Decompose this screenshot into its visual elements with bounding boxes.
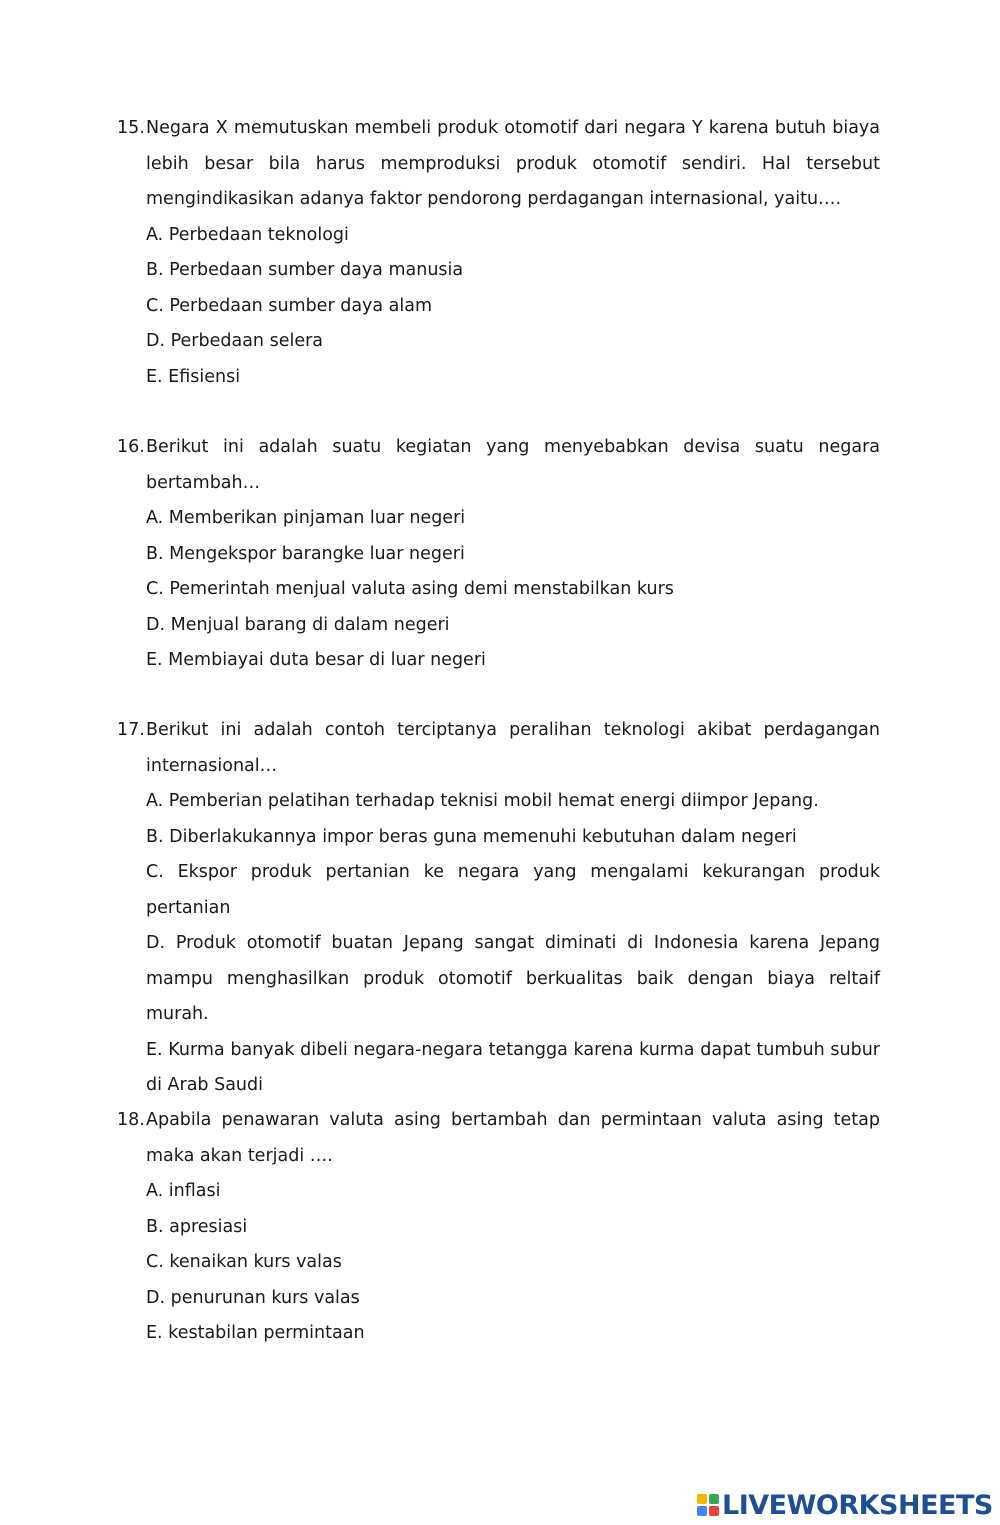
mark-square	[697, 1494, 707, 1504]
answer-option-a[interactable]: A. Memberikan pinjaman luar negeri	[146, 508, 466, 528]
answer-option-b[interactable]: B. Diberlakukannya impor beras guna memenuhi kebutuhan dalam negeri	[146, 826, 797, 847]
question-18	[117, 1103, 880, 1352]
answer-option-e[interactable]: E. Efisiensi	[146, 366, 241, 387]
answer-option-e[interactable]: E. Membiayai duta besar di luar negeri	[146, 650, 486, 670]
answer-option-a[interactable]: A. inflasi	[146, 1181, 221, 1201]
answer-option-d[interactable]: D. Perbedaan selera	[146, 331, 324, 351]
answer-option-b[interactable]: B. apresiasi	[146, 1216, 248, 1237]
question-17	[117, 713, 880, 1104]
answer-option-a[interactable]: A. Perbedaan teknologi	[146, 224, 349, 245]
question-text: Berikut ini adalah contoh terciptanya peralihan teknologi akibat perdagangan internasional…	[146, 720, 880, 776]
question-text: Negara X memutuskan membeli produk otomotif dari negara Y karena butuh biaya lebih besar bila harus memproduksi produk otomotif sendiri. Hal tersebut mengindikasikan adanya faktor pendorong perdagangan internasional, yaitu….	[146, 118, 880, 209]
answer-option-b[interactable]: B. Mengekspor barangke luar negeri	[146, 543, 465, 564]
question-number: 18.	[117, 1110, 145, 1130]
answer-options	[146, 218, 880, 396]
mark-square	[697, 1506, 707, 1516]
answer-option-d[interactable]: D. penurunan kurs valas	[146, 1287, 360, 1308]
logo-text: LIVEWORKSHEETS	[722, 1489, 993, 1521]
question-text: Apabila penawaran valuta asing bertambah dan permintaan valuta asing tetap maka akan terjadi ….	[146, 1110, 880, 1166]
answer-option-e[interactable]: E. Kurma banyak dibeli negara-negara tetangga karena kurma dapat tumbuh subur di Arab Saudi	[146, 1039, 880, 1095]
answer-option-c[interactable]: C. Pemerintah menjual valuta asing demi menstabilkan kurs	[146, 579, 674, 599]
question-number: 17.	[117, 720, 145, 740]
answer-option-b[interactable]: B. Perbedaan sumber daya manusia	[146, 260, 464, 280]
answer-option-a[interactable]: A. Pemberian pelatihan terhadap teknisi mobil hemat energi diimpor Jepang.	[146, 791, 819, 811]
answer-option-e[interactable]: E. kestabilan permintaan	[146, 1323, 365, 1343]
question-number: 15.	[117, 118, 145, 138]
answer-options	[146, 784, 880, 1104]
answer-option-c[interactable]: C. kenaikan kurs valas	[146, 1252, 342, 1272]
liveworksheets-mark-icon	[697, 1494, 719, 1516]
answer-option-d[interactable]: D. Menjual barang di dalam negeri	[146, 614, 450, 635]
answer-options	[146, 1174, 880, 1352]
question-16	[117, 430, 880, 679]
mark-square	[709, 1494, 719, 1504]
question-15	[117, 111, 880, 395]
question-text: Berikut ini adalah suatu kegiatan yang menyebabkan devisa suatu negara bertambah…	[146, 437, 880, 493]
question-number: 16.	[117, 437, 145, 457]
answer-option-c[interactable]: C. Perbedaan sumber daya alam	[146, 295, 433, 316]
mark-square	[709, 1506, 719, 1516]
answer-option-c[interactable]: C. Ekspor produk pertanian ke negara yang mengalami kekurangan produk pertanian	[146, 862, 880, 918]
liveworksheets-logo	[697, 1488, 993, 1522]
answer-option-d[interactable]: D. Produk otomotif buatan Jepang sangat diminati di Indonesia karena Jepang mampu menghasilkan produk otomotif berkualitas baik dengan biaya reltaif murah.	[146, 933, 880, 1024]
answer-options	[146, 501, 880, 679]
